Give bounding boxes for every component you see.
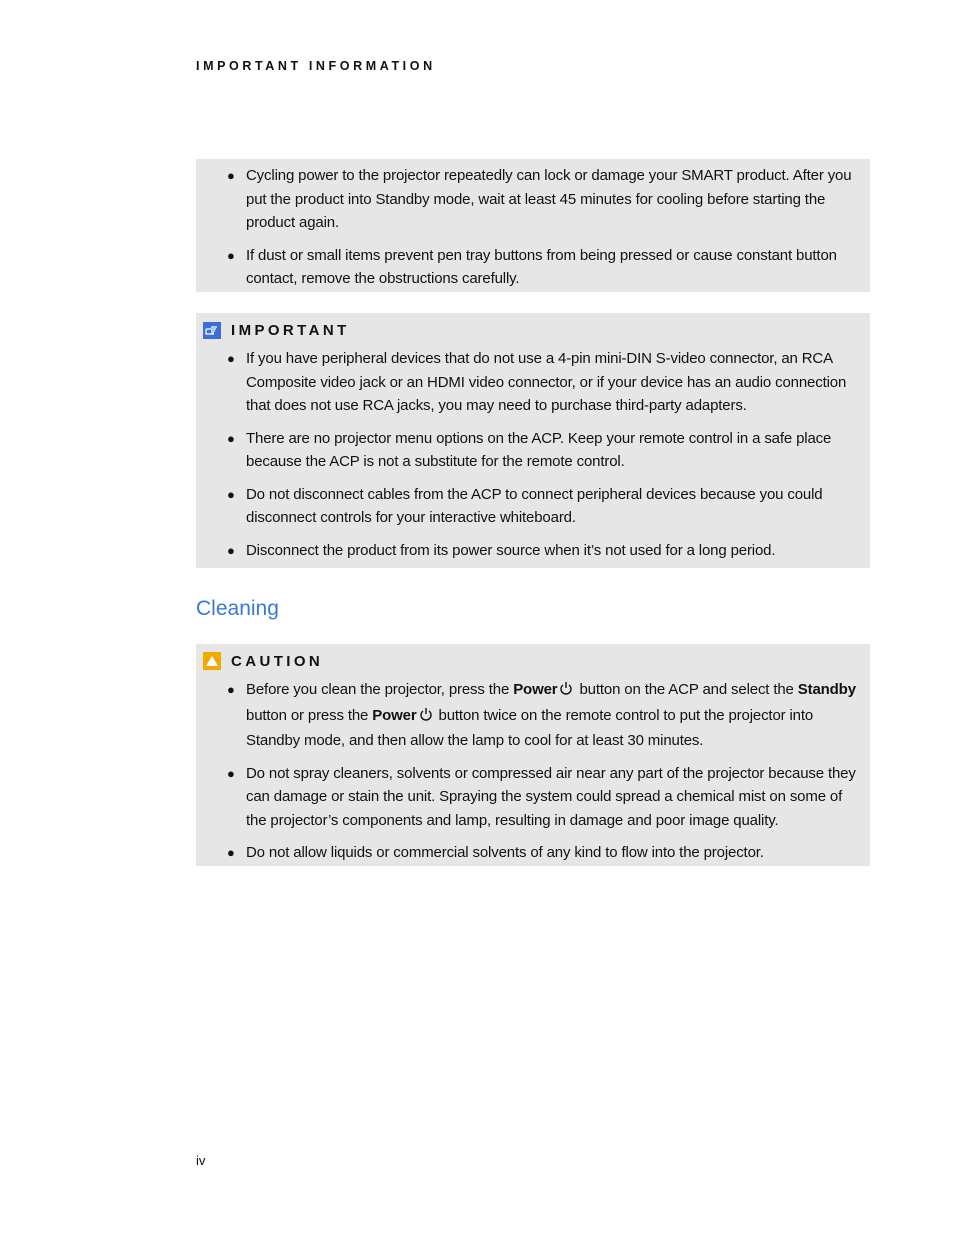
caution-box xyxy=(196,644,870,866)
list-item-text: Do not spray cleaners, solvents or compressed air near any part of the projector because they can damage or stain the unit. Spraying the system could spread a chemical mist on some of the projector’s components and lamp, resulting in damage and poor image quality. xyxy=(246,764,856,829)
notice-list xyxy=(196,164,870,291)
list-item-text: If you have peripheral devices that do not use a 4-pin mini-DIN S-video connector, an RCA Composite video jack or an HDMI video connector, or if your device has an audio connection that does not use RCA jacks, you may need to purchase third-party adapters. xyxy=(246,350,847,414)
list-item-text: There are no projector menu options on the ACP. Keep your remote control in a safe place because the ACP is not a substitute for the remote control. xyxy=(246,429,832,470)
notice-box xyxy=(196,159,870,292)
list-item-text: button twice on the remote control to put the projector into Standby mode, and then allow the lamp to cool for at least 30 minutes. xyxy=(246,706,814,749)
list-item: ● Disconnect the product from its power source when it’s not used for a long period. xyxy=(227,541,776,559)
caution-list xyxy=(196,678,870,865)
power-button-label: Power xyxy=(513,681,558,698)
page-number: iv xyxy=(196,1153,206,1168)
power-icon xyxy=(419,706,433,730)
list-item: ● If you have peripheral devices that do not use a 4-pin mini-DIN S-video connector, an RCA Composite video jack or an HDMI video connector, or if your device has an audio connection that does not use RCA jacks, you may need to purchase third-party adapters. xyxy=(227,350,847,414)
standby-button-label: Standby xyxy=(797,681,856,698)
important-list xyxy=(196,347,870,562)
important-box xyxy=(196,313,870,568)
power-icon xyxy=(559,680,573,704)
list-item: ● If dust or small items prevent pen tray buttons from being pressed or cause constant button contact, remove the obstructions carefully. xyxy=(227,246,837,287)
list-item-text: button or press the xyxy=(246,706,373,724)
important-label: IMPORTANT xyxy=(231,321,350,339)
power-button-label: Power xyxy=(372,706,417,724)
caution-title xyxy=(196,644,870,678)
list-item-text: button on the ACP and select the xyxy=(575,681,798,698)
running-header: IMPORTANT INFORMATION xyxy=(196,59,436,73)
list-item: ● Do not spray cleaners, solvents or compressed air near any part of the projector because they can damage or stain the unit. Spraying the system could spread a chemical mist on some of the projector’s components and lamp, resulting in damage and poor image quality. xyxy=(227,764,856,829)
list-item-text: Before you clean the projector, press the xyxy=(246,681,514,698)
caution-label: CAUTION xyxy=(231,652,324,670)
list-item: ● Do not allow liquids or commercial solvents of any kind to flow into the projector. xyxy=(227,844,764,861)
important-title xyxy=(196,313,870,347)
list-item: ● There are no projector menu options on the ACP. Keep your remote control in a safe place because the ACP is not a substitute for the remote control. xyxy=(227,429,832,470)
list-item: ● Before you clean the projector, press the Power button on the ACP and select the Standby button or press the Power button twice on the remote control to put the projector into Standby mode, and then allow the lamp to cool for at least 30 minutes. xyxy=(227,681,856,749)
list-item-text: Do not disconnect cables from the ACP to connect peripheral devices because you could disconnect controls for your interactive whiteboard. xyxy=(246,485,823,526)
warning-triangle-icon xyxy=(203,652,221,670)
list-item-text: Cycling power to the projector repeatedly can lock or damage your SMART product. After you put the product into Standby mode, wait at least 45 minutes for cooling before starting the product again. xyxy=(246,167,852,231)
list-item-text: Do not allow liquids or commercial solvents of any kind to flow into the projector. xyxy=(246,844,764,861)
list-item-text: Disconnect the product from its power source when it’s not used for a long period. xyxy=(246,541,776,559)
section-heading-cleaning: Cleaning xyxy=(196,597,279,620)
list-item-text: If dust or small items prevent pen tray buttons from being pressed or cause constant button contact, remove the obstructions carefully. xyxy=(246,246,837,287)
list-item: ● Cycling power to the projector repeatedly can lock or damage your SMART product. After you put the product into Standby mode, wait at least 45 minutes for cooling before starting the product again. xyxy=(227,167,852,231)
list-item: ● Do not disconnect cables from the ACP to connect peripheral devices because you could disconnect controls for your interactive whiteboard. xyxy=(227,485,823,526)
pointing-hand-icon xyxy=(203,322,221,339)
